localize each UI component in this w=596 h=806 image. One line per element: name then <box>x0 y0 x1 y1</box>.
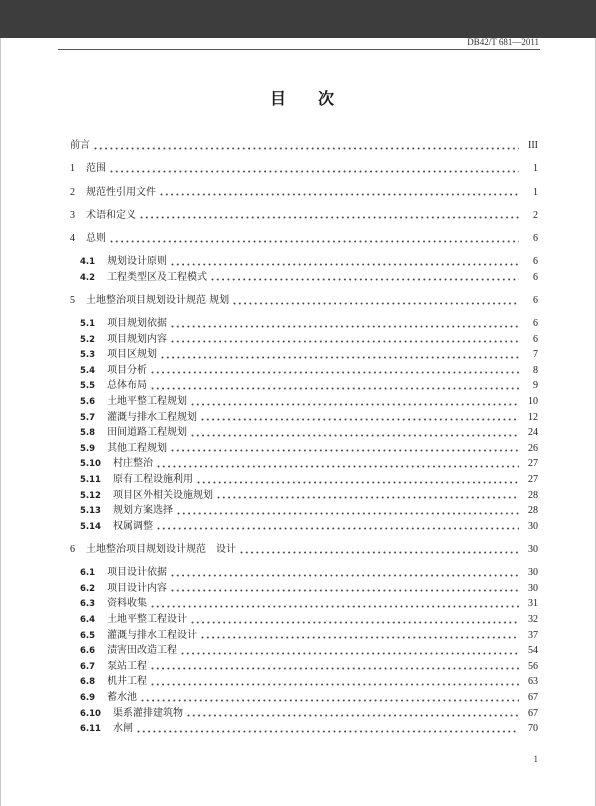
toc-entry-page: 67 <box>528 707 538 719</box>
toc-entry-title: 前言 <box>70 140 90 152</box>
toc-entry-page: 2 <box>533 209 538 221</box>
toc-dot-leader <box>177 512 519 515</box>
toc-entry-page: 30 <box>528 544 538 555</box>
toc-entry-number: 6.10 <box>80 708 101 719</box>
toc-entry-page: 6 <box>533 333 538 345</box>
toc-entry <box>70 394 538 410</box>
toc-entry-page: 6 <box>533 232 538 244</box>
toc-entry-page: 30 <box>528 567 538 579</box>
viewer-toolbar <box>0 0 596 38</box>
toc-entry <box>70 659 538 675</box>
toc-dot-leader <box>171 449 519 452</box>
toc-entry-number: 6.4 <box>80 614 96 625</box>
toc-entry <box>70 347 538 363</box>
page-title: 目 次 <box>269 89 334 108</box>
toc-entry <box>70 612 538 628</box>
toc-entry-title: 蓄水池 <box>107 691 138 703</box>
toc-entry-title: 田间道路工程规划 <box>107 427 188 439</box>
toc-entry-number: 5.6 <box>80 397 96 408</box>
toc-dot-leader <box>157 465 519 468</box>
toc-entry-number: 5.1 <box>80 319 96 330</box>
toc-dot-leader <box>197 481 519 484</box>
toc-entry-page: III <box>528 140 538 152</box>
toc-entry-number: 6.1 <box>80 568 96 579</box>
toc-entry-title: 工程类型区及工程模式 <box>107 271 208 283</box>
toc-entry-number: 6.7 <box>80 661 96 672</box>
toc-entry <box>70 425 538 441</box>
toc-dot-leader <box>151 605 519 608</box>
toc-entry <box>70 674 538 690</box>
toc-entry <box>70 208 538 224</box>
toc-entry <box>70 293 538 309</box>
toc-entry-number: 5.12 <box>80 490 101 501</box>
toc-entry-number: 5.14 <box>80 521 101 532</box>
toc-entry-title: 项目规划内容 <box>107 333 168 345</box>
toc-entry-title: 项目区外相关设施规划 <box>112 489 213 501</box>
toc-dot-leader <box>137 730 519 733</box>
toc-entry-page: 1 <box>533 163 538 175</box>
toc-entry-page: 31 <box>528 598 538 610</box>
toc-entry <box>70 410 538 426</box>
toc-entry-title: 泵站工程 <box>107 660 148 672</box>
toc-entry-title: 项目设计依据 <box>107 567 168 579</box>
toc-dot-leader <box>161 356 519 359</box>
toc-entry-number: 5.11 <box>80 475 101 486</box>
toc-entry <box>70 542 538 558</box>
toc-dot-leader <box>201 636 519 639</box>
toc-dot-leader <box>171 325 519 328</box>
toc-dot-leader <box>151 667 519 670</box>
toc-entry-page: 1 <box>533 186 538 198</box>
toc-entry-page: 7 <box>533 349 538 361</box>
toc-entry-number: 1 <box>70 163 75 175</box>
toc-entry-number: 4.2 <box>80 272 96 283</box>
page-number: 1 <box>533 754 538 764</box>
toc-entry <box>70 231 538 247</box>
toc-entry-number: 4.1 <box>80 257 96 268</box>
toc-entry-page: 12 <box>528 411 538 423</box>
toc-entry-title: 总则 <box>86 232 106 244</box>
toc-entry <box>70 254 538 270</box>
toc-dot-leader <box>233 302 519 305</box>
toc-entry <box>70 378 538 394</box>
toc-entry-title: 项目设计内容 <box>107 582 168 594</box>
toc-dot-leader <box>181 652 519 655</box>
toc-entry-number: 5.5 <box>80 381 96 392</box>
toc-entry-number: 4 <box>70 232 75 244</box>
toc-entry-number: 5 <box>70 294 75 306</box>
toc-entry-page: 6 <box>533 294 538 306</box>
toc-entry-number: 5.4 <box>80 365 96 376</box>
toc-entry-page: 30 <box>528 582 538 594</box>
toc-entry-title: 村庄整治 <box>112 458 153 470</box>
toc-entry-title: 范围 <box>86 163 106 175</box>
toc-entry-page: 27 <box>528 458 538 470</box>
toc-entry <box>70 581 538 597</box>
toc-entry <box>70 270 538 286</box>
toc-entry <box>70 138 538 154</box>
toc-entry-title: 规范性引用文件 <box>86 186 156 198</box>
toc-dot-leader <box>191 434 519 437</box>
toc-entry-title: 土地平整工程规划 <box>107 396 188 408</box>
toc-entry-title: 权属调整 <box>112 520 153 532</box>
toc-entry <box>70 690 538 706</box>
toc-entry-number: 6.5 <box>80 630 96 641</box>
toc-entry <box>70 596 538 612</box>
toc-entry-title: 渠系灌排建筑物 <box>112 707 183 719</box>
toc-entry-number: 5.3 <box>80 350 96 361</box>
toc-entry-title: 原有工程设施利用 <box>112 474 193 486</box>
toc-dot-leader <box>151 683 519 686</box>
toc-entry-title: 灌溉与排水工程设计 <box>107 629 198 641</box>
toc-dot-leader <box>171 340 519 343</box>
toc-entry-page: 54 <box>528 645 538 657</box>
toc-dot-leader <box>110 240 519 243</box>
toc-entry <box>70 332 538 348</box>
toc-entry-title: 机井工程 <box>107 676 148 688</box>
toc-dot-leader <box>211 278 519 281</box>
toc-entry-page: 6 <box>533 256 538 268</box>
toc-dot-leader <box>94 147 519 150</box>
toc-entry-page: 8 <box>533 364 538 376</box>
toc-entry-page: 10 <box>528 396 538 408</box>
toc-entry <box>70 721 538 737</box>
toc-entry-page: 24 <box>528 427 538 439</box>
toc-entry-title: 土地整治项目规划设计规范 设计 <box>86 544 236 555</box>
toc-entry <box>70 628 538 644</box>
toc-entry-number: 6.6 <box>80 646 96 657</box>
toc-entry <box>70 472 538 488</box>
toc-entry <box>70 488 538 504</box>
toc-dot-leader <box>201 418 519 421</box>
toc-entry-title: 水闸 <box>112 723 133 735</box>
toc-dot-leader <box>171 263 519 266</box>
toc-entry-title: 项目规划依据 <box>107 318 168 330</box>
toc-entry-number: 6.8 <box>80 677 96 688</box>
toc-entry-number: 3 <box>70 209 75 221</box>
header-divider <box>58 49 540 50</box>
toc-entry-number: 5.10 <box>80 459 101 470</box>
toc-entry-title: 规划设计原则 <box>107 256 168 268</box>
toc-entry-page: 27 <box>528 474 538 486</box>
toc-entry-number: 6.9 <box>80 692 96 703</box>
toc-entry <box>70 363 538 379</box>
toc-dot-leader <box>160 193 519 196</box>
toc-entry-page: 28 <box>528 489 538 501</box>
toc-entry <box>70 503 538 519</box>
toc-entry-number: 5.7 <box>80 412 96 423</box>
toc-entry-page: 70 <box>528 723 538 735</box>
toc-entry-title: 总体布局 <box>107 380 148 392</box>
toc-dot-leader <box>151 371 519 374</box>
toc-entry-number: 5.13 <box>80 506 101 517</box>
toc-entry-page: 67 <box>528 691 538 703</box>
toc-dot-leader <box>140 216 519 219</box>
toc-entry <box>70 161 538 177</box>
toc-entry-page: 63 <box>528 676 538 688</box>
toc-entry-page: 6 <box>533 318 538 330</box>
toc-entry-page: 56 <box>528 660 538 672</box>
toc-entry-page: 28 <box>528 505 538 517</box>
toc-entry-title: 土地整治项目规划设计规范 规划 <box>86 294 230 306</box>
toc-entry-title: 土地平整工程设计 <box>107 613 188 625</box>
toc-entry <box>70 643 538 659</box>
toc-entry-title: 规划方案选择 <box>112 505 173 517</box>
toc-entry-page: 32 <box>528 613 538 625</box>
toc-entry-title: 项目分析 <box>107 364 148 376</box>
toc-entry <box>70 456 538 472</box>
document-code-header: DB42/T 681—2011 <box>467 37 539 47</box>
toc-dot-leader <box>157 527 519 530</box>
toc-dot-leader <box>171 574 519 577</box>
toc-entry-number: 6 <box>70 544 75 555</box>
toc-entry-number: 5.8 <box>80 428 96 439</box>
toc-entry <box>70 706 538 722</box>
toc-entry-page: 6 <box>533 271 538 283</box>
toc-dot-leader <box>191 403 519 406</box>
toc-dot-leader <box>217 496 519 499</box>
toc-entry-page: 37 <box>528 629 538 641</box>
toc-entry-number: 6.3 <box>80 599 96 610</box>
toc-entry-number: 6.2 <box>80 583 96 594</box>
toc-dot-leader <box>240 551 519 554</box>
toc-entry <box>70 565 538 581</box>
toc-dot-leader <box>151 387 519 390</box>
toc-dot-leader <box>110 170 519 173</box>
toc-entry <box>70 316 538 332</box>
toc-list <box>70 131 538 737</box>
toc-dot-leader <box>171 589 519 592</box>
toc-entry-title: 灌溉与排水工程规划 <box>107 411 198 423</box>
toc-entry <box>70 185 538 201</box>
toc-entry-page: 9 <box>533 380 538 392</box>
toc-entry-number: 5.2 <box>80 334 96 345</box>
toc-entry-title: 项目区规划 <box>107 349 158 361</box>
toc-dot-leader <box>187 714 519 717</box>
toc-entry <box>70 519 538 535</box>
toc-entry <box>70 441 538 457</box>
toc-entry-page: 30 <box>528 520 538 532</box>
toc-entry-number: 5.9 <box>80 443 96 454</box>
toc-entry-number: 2 <box>70 186 75 198</box>
toc-entry-title: 其他工程规划 <box>107 442 168 454</box>
toc-entry-page: 26 <box>528 442 538 454</box>
toc-entry-number: 6.11 <box>80 724 101 735</box>
toc-entry-title: 资料收集 <box>107 598 148 610</box>
toc-dot-leader <box>141 699 519 702</box>
toc-dot-leader <box>191 621 519 624</box>
toc-entry-title: 渍害田改造工程 <box>107 645 178 657</box>
toc-entry-title: 术语和定义 <box>86 209 136 221</box>
